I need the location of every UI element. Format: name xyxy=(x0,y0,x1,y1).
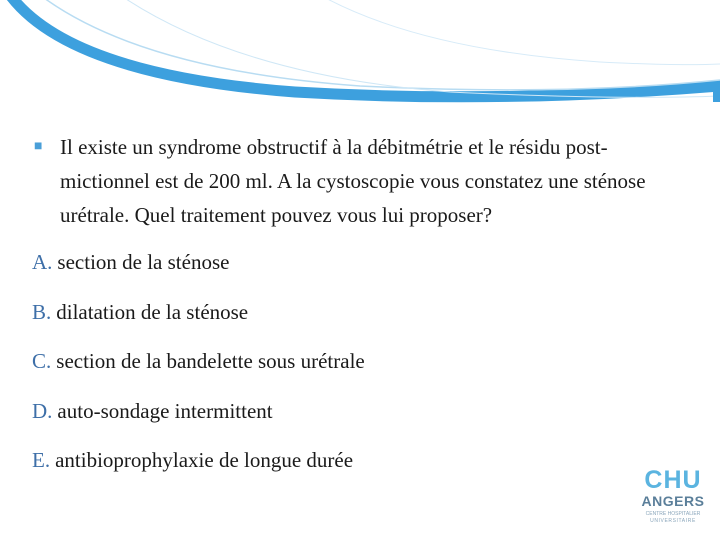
answer-text: dilatation de la sténose xyxy=(56,299,249,324)
header-decoration xyxy=(0,0,720,110)
answer-option-d xyxy=(32,394,632,444)
logo-line-4: UNIVERSITAIRE xyxy=(650,518,696,524)
square-bullet-icon: ■ xyxy=(34,139,43,154)
decor-arc-thin-3 xyxy=(320,0,720,65)
answer-list xyxy=(32,245,632,493)
answer-text: antibioprophylaxie de longue durée xyxy=(55,448,354,472)
answer-letter: D. xyxy=(32,398,53,423)
question-text: Il existe un syndrome obstructif à la débitmétrie et le résidu post-mictionnel est de 200 ml. A la cystoscopie vous constatez une sténose urétrale. Quel traitement pouvez vous lui proposer? xyxy=(60,135,646,227)
answer-option-e xyxy=(32,443,632,493)
decor-corner-mark xyxy=(713,84,720,102)
answer-text: auto-sondage intermittent xyxy=(57,398,273,423)
answer-option-a xyxy=(32,245,632,295)
answer-text: section de la bandelette sous urétrale xyxy=(56,349,365,373)
answer-letter: A. xyxy=(32,250,53,274)
decor-arc-thin-1 xyxy=(40,0,720,90)
answer-letter: E. xyxy=(32,448,51,472)
logo-line-1: CHU xyxy=(644,466,702,494)
answer-option-c xyxy=(32,344,632,394)
question-block xyxy=(34,130,694,232)
answer-text: section de la sténose xyxy=(57,250,230,274)
logo-line-2: ANGERS xyxy=(641,493,705,509)
answer-letter: C. xyxy=(32,349,52,373)
chu-angers-logo xyxy=(636,466,710,528)
answer-option-b xyxy=(32,295,632,345)
logo-line-3: CENTRE HOSPITALIER xyxy=(645,511,701,517)
answer-letter: B. xyxy=(32,299,52,324)
